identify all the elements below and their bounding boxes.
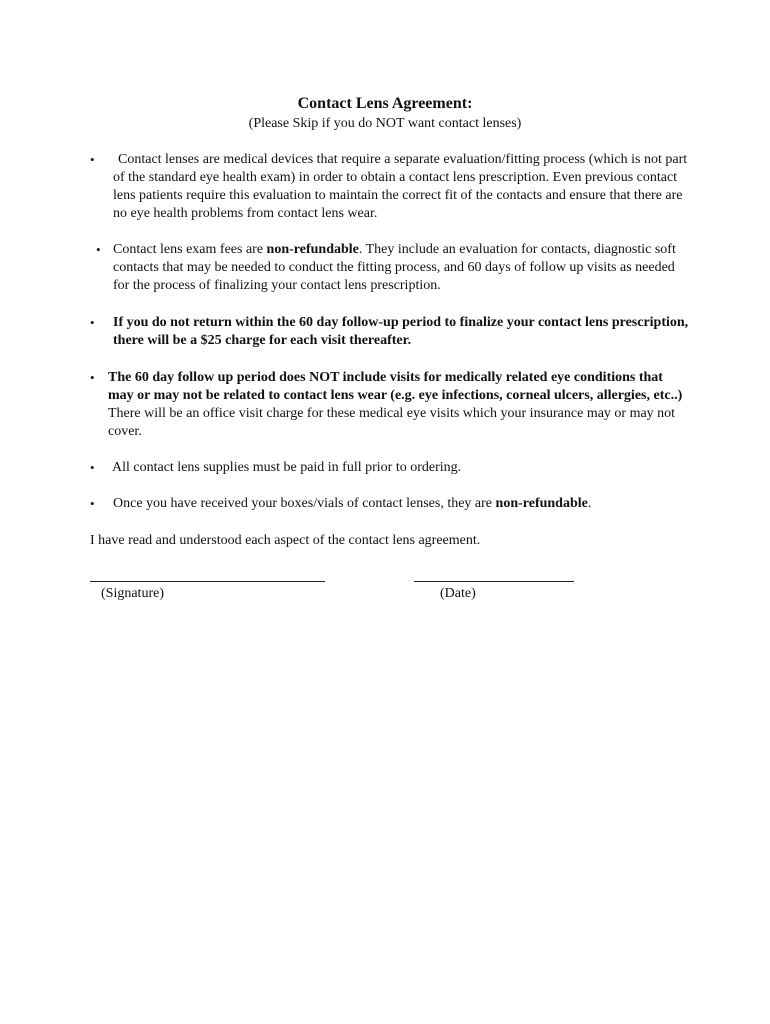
bullet-dot: • <box>96 242 101 257</box>
page-title: Contact Lens Agreement: <box>297 95 473 112</box>
date-label: (Date) <box>440 586 476 601</box>
bullet-item-exam-fees <box>96 241 690 295</box>
bullet-text: Contact lenses are medical devices that require a separate evaluation/fitting process (which is not part of the standard eye health exam) in order to obtain a contact lens prescription. Even previous contact lens patients require this evaluation to maintain the correct fit of the contacts and ensure that there are no eye health problems from contact lens wear. <box>113 152 688 221</box>
bullet-dot: • <box>90 496 95 511</box>
bullet-dot: • <box>90 315 95 330</box>
date-line[interactable] <box>414 581 574 582</box>
acknowledgement-text: I have read and understood each aspect of the contact lens agreement. <box>90 533 481 548</box>
bullet-item-supplies-payment <box>90 459 690 477</box>
bullet-text: If you do not return within the 60 day follow-up period to finalize your contact lens prescription, there will be a $25 charge for each visit thereafter. <box>113 315 689 348</box>
bullet-text: Contact lens exam fees are non-refundable. They include an evaluation for contacts, diagnostic soft contacts that may be needed to conduct the fitting process, and 60 days of follow up visits as needed for the process of finalizing your contact lens prescription. <box>113 242 676 293</box>
bullet-dot: • <box>90 460 95 475</box>
bullet-dot: • <box>90 152 95 167</box>
bullet-item-medical-devices <box>90 151 690 223</box>
bullet-item-follow-up-charge <box>90 314 690 350</box>
page-subtitle: (Please Skip if you do NOT want contact lenses) <box>248 116 522 131</box>
bullet-dot: • <box>90 370 95 385</box>
bullet-text: Once you have received your boxes/vials of contact lenses, they are non-refundable. <box>113 496 592 511</box>
signature-label: (Signature) <box>101 586 164 601</box>
bullet-item-non-refundable-lenses <box>90 495 690 513</box>
bullet-item-medical-visits <box>90 369 690 441</box>
bullet-text: The 60 day follow up period does NOT include visits for medically related eye conditions that may or may not be related to contact lens wear (e.g. eye infections, corneal ulcers, allergies, etc..) There will be an office visit charge for these medical eye visits which your insurance may or may not cover. <box>108 370 683 439</box>
bullet-text: All contact lens supplies must be paid in full prior to ordering. <box>112 460 462 475</box>
signature-line[interactable] <box>90 581 325 582</box>
